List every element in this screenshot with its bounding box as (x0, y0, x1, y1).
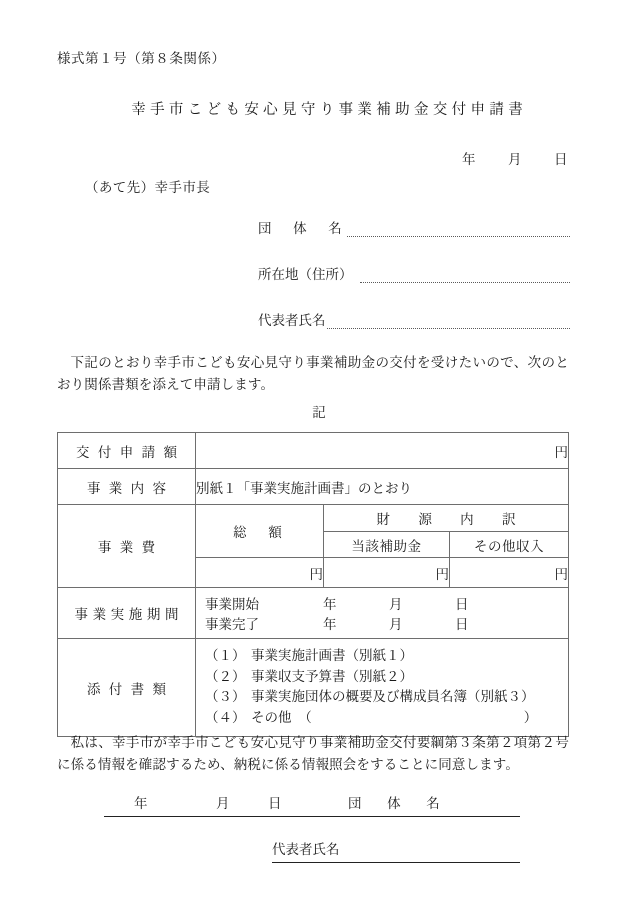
attachment-item-4[interactable] (205, 708, 559, 729)
representative-name-label: 代表者氏名 (258, 313, 326, 329)
total-amount-unit: 円 (309, 566, 323, 582)
table-row-grant-amount (58, 433, 569, 469)
subsidy-value-cell[interactable] (324, 558, 450, 588)
project-start-day: 日 (455, 597, 469, 612)
attachment-number-1: （１） (205, 648, 246, 663)
attachments-list (196, 639, 568, 736)
project-start-label: 事業開始 (205, 597, 259, 612)
representative-name-input[interactable] (327, 314, 571, 329)
table-row-attachments (58, 639, 569, 737)
ki-marker: 記 (312, 405, 326, 420)
other-income-value-cell[interactable] (450, 558, 569, 588)
other-income-column-header: その他収入 (450, 532, 569, 558)
project-end-month: 月 (389, 617, 403, 632)
date-year-label: 年 (462, 152, 476, 167)
signature-representative-label: 代表者氏名 (272, 842, 340, 857)
intro-paragraph: 下記のとおり幸手市こども安心見守り事業補助金の交付を受けたいので、次のとおり関係書類を添えて申請します。 (57, 355, 569, 393)
attachment-number-4: （４） (205, 709, 246, 725)
signature-representative-row[interactable] (272, 838, 520, 863)
project-end-line[interactable] (196, 613, 568, 633)
form-number: 様式第１号（第８条関係） (57, 51, 226, 66)
signature-year-label: 年 (134, 796, 148, 811)
subsidy-unit: 円 (435, 566, 449, 582)
consent-paragraph: 私は、幸手市が幸手市こども安心見守り事業補助金交付要綱第３条第２項第２号に係る情報を確認するため、納税に係る情報照会をすることに同意します。 (57, 735, 569, 773)
attachment-close-paren: ） (523, 709, 538, 725)
table-row-project-content (58, 469, 569, 505)
grant-amount-unit: 円 (554, 444, 569, 460)
attachments-value-cell (196, 639, 569, 737)
location-label: 所在地（住所） (258, 267, 353, 283)
attachment-item-1 (205, 646, 559, 667)
signature-day-label: 日 (268, 796, 282, 811)
attachment-text-4: その他 （ (251, 709, 312, 725)
attachment-number-3: （３） (205, 689, 246, 705)
attachment-text-3: 事業実施団体の概要及び構成員名簿（別紙３） (251, 689, 535, 705)
attachment-item-3 (205, 687, 559, 708)
group-name-label: 団 体 名 (258, 221, 346, 237)
table-row-cost-header (58, 505, 569, 532)
date-month-label: 月 (508, 152, 522, 167)
attachment-item-2 (205, 667, 559, 688)
signature-date-group-row[interactable] (104, 792, 520, 817)
other-income-unit: 円 (554, 566, 569, 582)
project-period-value-cell[interactable] (196, 588, 569, 639)
funding-source-header: 財 源 内 訳 (324, 505, 569, 532)
table-row-project-period (58, 588, 569, 639)
project-end-label: 事業完了 (205, 617, 259, 632)
location-field[interactable] (258, 268, 570, 283)
attachment-text-1: 事業実施計画書（別紙１） (251, 648, 413, 663)
project-content-label-cell: 事業内容 (58, 469, 196, 505)
application-table (57, 432, 569, 737)
signature-month-label: 月 (216, 796, 230, 811)
total-amount-header: 総 額 (196, 505, 324, 558)
application-date-line (0, 148, 570, 168)
signature-group-name-label: 団 体 名 (348, 796, 446, 811)
project-end-year: 年 (323, 617, 337, 632)
location-input[interactable] (360, 268, 571, 283)
project-start-line[interactable] (196, 593, 568, 613)
project-content-value-cell (196, 469, 569, 505)
project-period-label-cell: 事業実施期間 (58, 588, 196, 639)
subsidy-column-header: 当該補助金 (324, 532, 450, 558)
attachments-label-cell: 添付書類 (58, 639, 196, 737)
project-start-month: 月 (389, 597, 403, 612)
project-content-value: 別紙１「事業実施計画書」のとおり (196, 480, 412, 496)
addressee-line: （あて先）幸手市長 (85, 180, 211, 195)
project-cost-label-cell: 事業費 (58, 505, 196, 588)
total-amount-value-cell[interactable] (196, 558, 324, 588)
group-name-input[interactable] (347, 222, 570, 237)
group-name-field[interactable] (258, 222, 570, 237)
grant-amount-value-cell[interactable] (196, 433, 569, 469)
attachment-number-2: （２） (205, 668, 246, 684)
date-day-label: 日 (554, 152, 568, 167)
attachment-text-2: 事業収支予算書（別紙２） (251, 668, 413, 684)
page-title: 幸手市こども安心見守り事業補助金交付申請書 (131, 102, 528, 118)
project-start-year: 年 (323, 597, 337, 612)
project-end-day: 日 (455, 617, 469, 632)
grant-amount-label-cell: 交付申請額 (58, 433, 196, 469)
representative-name-field[interactable] (258, 314, 570, 329)
